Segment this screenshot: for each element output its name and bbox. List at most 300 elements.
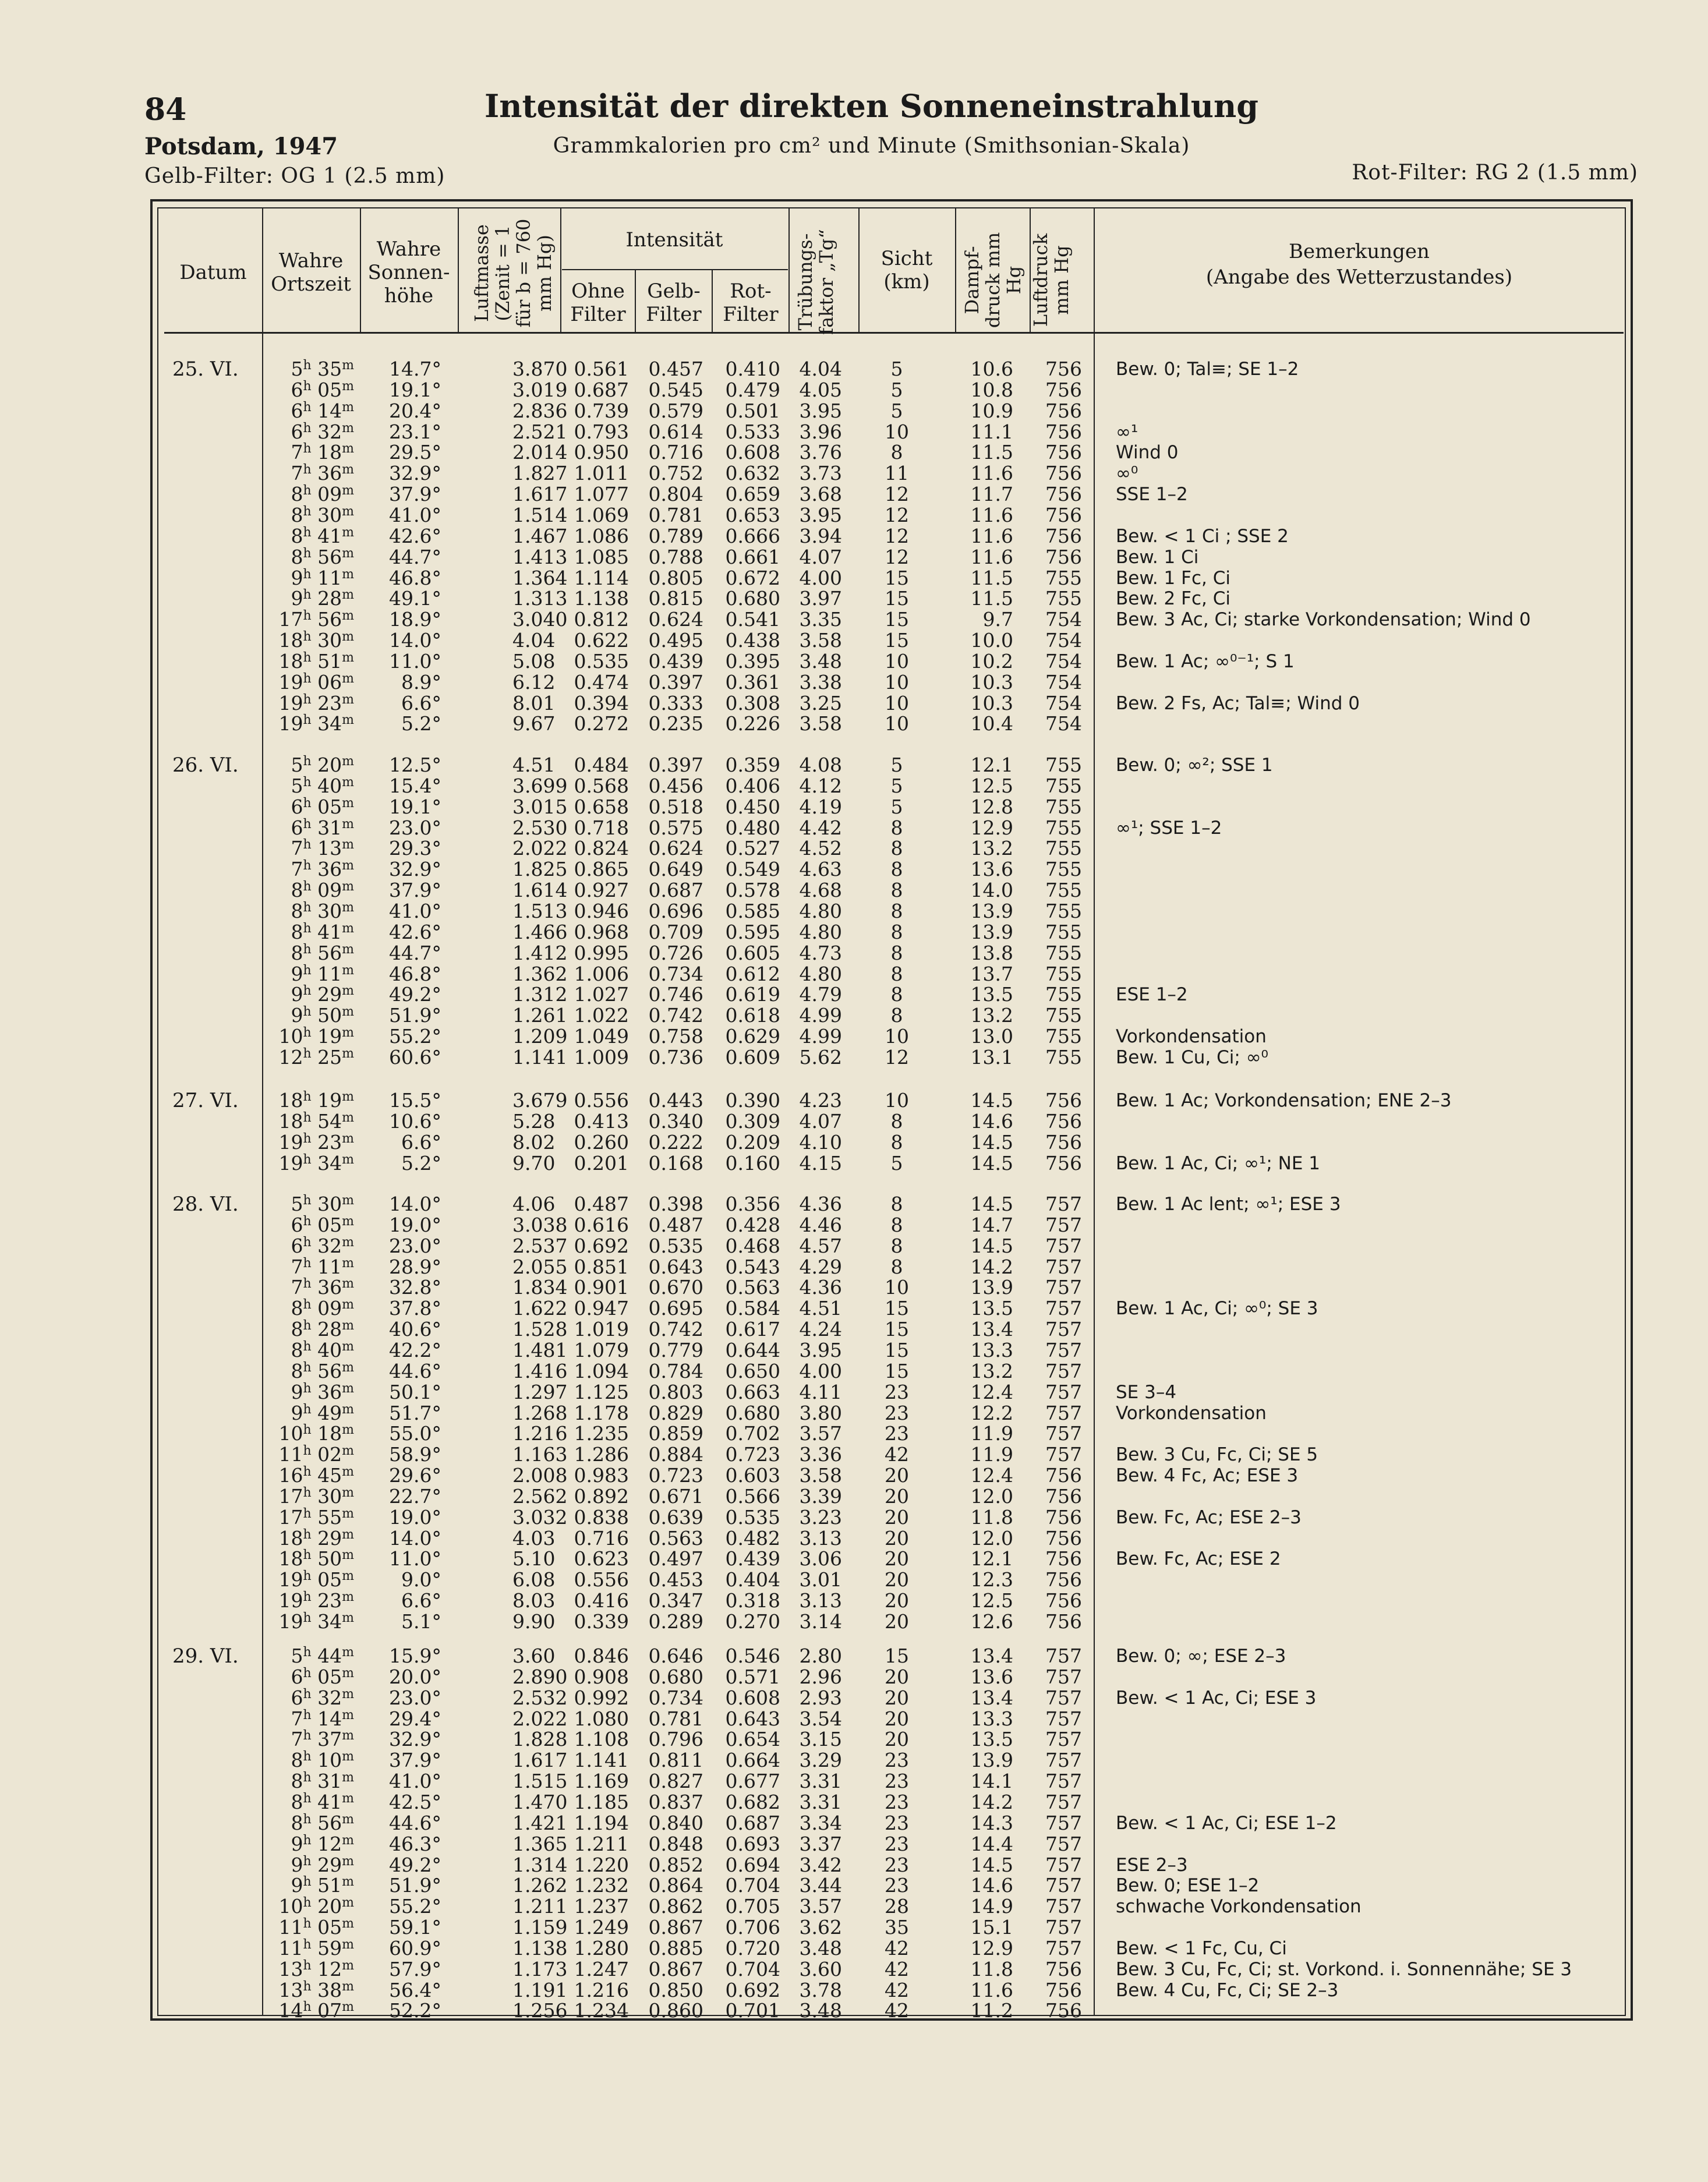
remark-text: ∞⁰ [1116,463,1138,484]
gelb-filter-value: 0.168 [648,1152,703,1175]
luftdruck-value: 756 [1045,483,1082,505]
ohne-filter-value: 1.069 [574,504,629,526]
dampfdruck-value: 13.4 [970,1686,1013,1709]
ohne-filter-value: 1.249 [574,1916,629,1939]
red-filter-spec: Rot-Filter: RG 2 (1.5 mm) [1352,161,1638,185]
luftdruck-value: 756 [1045,1979,1082,2001]
truebung-value: 3.60 [799,1958,842,1981]
rot-filter-value: 0.608 [725,1686,780,1709]
rot-filter-value: 0.480 [725,816,780,839]
luftdruck-value: 757 [1045,1728,1082,1750]
luftmasse-value: 1.297 [512,1381,568,1403]
ohne-filter-value: 0.692 [574,1235,629,1257]
luftmasse-value: 1.261 [512,1004,568,1027]
truebung-value: 3.58 [799,1464,842,1487]
truebung-value: 3.06 [799,1547,842,1570]
sun-elevation-value: 49.2° [389,983,441,1006]
col-header-rot-filter: Rot-Filter [723,280,779,326]
rot-filter-value: 0.666 [725,525,780,547]
truebung-value: 3.57 [799,1895,842,1918]
sicht-value: 5 [890,1152,903,1175]
sun-elevation-value: 28.9° [389,1256,441,1278]
gelb-filter-value: 0.811 [648,1749,703,1771]
dampfdruck-value: 14.4 [970,1833,1013,1855]
ohne-filter-value: 1.080 [574,1707,629,1730]
rot-filter-value: 0.450 [725,795,780,818]
dampfdruck-value: 13.8 [970,942,1013,964]
truebung-value: 2.93 [799,1686,842,1709]
remark-text: Bew. 0; ∞; ESE 2–3 [1116,1646,1286,1667]
truebung-value: 3.68 [799,483,842,505]
local-time-value: 18$^h$ 29$^m$ [278,1527,354,1550]
sun-elevation-value: 11.0° [389,1547,441,1570]
sun-elevation-value: 41.0° [389,900,441,922]
local-time-value: 8$^h$ 09$^m$ [291,1297,354,1320]
luftmasse-value: 2.022 [512,1707,568,1730]
luftmasse-value: 1.191 [512,1979,568,2001]
local-time-value: 7$^h$ 14$^m$ [291,1707,354,1730]
sun-elevation-value: 55.2° [389,1025,441,1048]
luftmasse-value: 1.514 [512,504,568,526]
truebung-value: 4.42 [799,816,842,839]
truebung-value: 3.01 [799,1568,842,1591]
luftdruck-value: 757 [1045,1235,1082,1257]
luftdruck-value: 756 [1045,1464,1082,1487]
dampfdruck-value: 14.6 [970,1110,1013,1133]
sun-elevation-value: 19.1° [389,379,441,401]
local-time-value: 11$^h$ 02$^m$ [278,1443,354,1466]
luftdruck-value: 756 [1045,1547,1082,1570]
remark-text: ∞¹ [1116,422,1138,443]
dampfdruck-value: 11.5 [970,587,1013,610]
sun-elevation-value: 44.7° [389,546,441,568]
remark-text: Wind 0 [1116,442,1179,463]
sicht-value: 8 [890,879,903,901]
ohne-filter-value: 0.739 [574,399,629,422]
sicht-value: 23 [885,1749,909,1771]
date-label: 26. VI. [172,754,239,777]
truebung-value: 3.62 [799,1916,842,1939]
sun-elevation-value: 29.6° [389,1464,441,1487]
truebung-value: 3.31 [799,1791,842,1813]
remark-text: Bew. 3 Cu, Fc, Ci; st. Vorkond. i. Sonnennähe; SE 3 [1116,1959,1572,1980]
luftmasse-value: 9.90 [512,1610,556,1633]
local-time-value: 19$^h$ 23$^m$ [278,692,354,715]
rot-filter-value: 0.701 [725,1999,780,2022]
rot-filter-value: 0.702 [725,1422,780,1445]
yellow-filter-spec: Gelb-Filter: OG 1 (2.5 mm) [144,164,445,188]
luftdruck-value: 757 [1045,1339,1082,1361]
luftmasse-value: 1.834 [512,1276,568,1299]
local-time-value: 6$^h$ 05$^m$ [291,1214,354,1236]
dampfdruck-value: 11.6 [970,462,1013,485]
dampfdruck-value: 13.5 [970,983,1013,1006]
luftmasse-value: 3.038 [512,1214,568,1236]
luftdruck-value: 757 [1045,1443,1082,1466]
ohne-filter-value: 1.247 [574,1958,629,1981]
dampfdruck-value: 12.5 [970,1589,1013,1612]
ohne-filter-value: 0.623 [574,1547,629,1570]
dampfdruck-label: Dampf-druck mm Hg [961,232,1025,328]
luftdruck-value: 756 [1045,546,1082,568]
luftdruck-value: 755 [1045,567,1082,589]
luftmasse-value: 1.256 [512,1999,568,2022]
sun-elevation-value: 41.0° [389,504,441,526]
dampfdruck-value: 12.9 [970,1937,1013,1960]
sicht-value: 23 [885,1402,909,1424]
remark-text: Bew. < 1 Ac, Ci; ESE 3 [1116,1688,1317,1709]
dampfdruck-value: 11.2 [970,1999,1013,2022]
truebung-value: 3.13 [799,1589,842,1612]
rot-filter-value: 0.482 [725,1527,780,1550]
luftmasse-value: 1.827 [512,462,568,485]
luftdruck-value: 757 [1045,1791,1082,1813]
gelb-filter-value: 0.340 [648,1110,703,1133]
ohne-filter-value: 1.027 [574,983,629,1006]
sicht-value: 10 [885,1089,909,1112]
luftdruck-value: 756 [1045,420,1082,443]
gelb-filter-value: 0.639 [648,1506,703,1529]
dampfdruck-value: 11.5 [970,441,1013,464]
luftmasse-value: 2.014 [512,441,568,464]
rot-filter-value: 0.209 [725,1131,780,1154]
luftdruck-value: 754 [1045,629,1082,652]
sicht-value: 10 [885,1025,909,1048]
ohne-filter-value: 0.413 [574,1110,629,1133]
ohne-filter-value: 0.812 [574,608,629,631]
remark-text: Bew. 1 Cu, Ci; ∞⁰ [1116,1047,1268,1068]
ohne-filter-value: 0.556 [574,1089,629,1112]
rot-filter-value: 0.653 [725,504,780,526]
luftmasse-value: 3.870 [512,358,568,380]
truebung-value: 3.48 [799,650,842,673]
luftdruck-value: 757 [1045,1665,1082,1688]
dampfdruck-value: 11.6 [970,525,1013,547]
luftdruck-value: 757 [1045,1854,1082,1876]
sicht-value: 42 [885,1999,909,2022]
gelb-filter-value: 0.803 [648,1381,703,1403]
local-time-value: 5$^h$ 30$^m$ [291,1193,354,1215]
dampfdruck-value: 14.5 [970,1235,1013,1257]
dampfdruck-value: 13.2 [970,1004,1013,1027]
dampfdruck-value: 14.2 [970,1791,1013,1813]
luftdruck-value: 757 [1045,1686,1082,1709]
rot-filter-value: 0.270 [725,1610,780,1633]
sicht-value: 8 [890,942,903,964]
local-time-value: 19$^h$ 34$^m$ [278,1610,354,1633]
rot-filter-value: 0.603 [725,1464,780,1487]
luftmasse-value: 1.421 [512,1812,568,1834]
sicht-value: 23 [885,1422,909,1445]
sicht-value: 8 [890,1131,903,1154]
local-time-value: 9$^h$ 11$^m$ [291,567,354,589]
truebung-value: 4.63 [799,858,842,880]
local-time-value: 9$^h$ 29$^m$ [291,983,354,1006]
ohne-filter-value: 1.077 [574,483,629,505]
local-time-value: 6$^h$ 05$^m$ [291,795,354,818]
sicht-value: 8 [890,921,903,943]
local-time-value: 5$^h$ 44$^m$ [291,1645,354,1667]
col-header-sicht: Sicht (km) [880,247,933,293]
gelb-filter-value: 0.827 [648,1770,703,1792]
dampfdruck-value: 12.8 [970,795,1013,818]
dampfdruck-value: 14.5 [970,1193,1013,1215]
gelb-filter-value: 0.671 [648,1485,703,1508]
luftmasse-value: 1.528 [512,1318,568,1341]
sun-elevation-value: 23.1° [389,420,441,443]
dampfdruck-value: 10.6 [970,358,1013,380]
gelb-filter-value: 0.456 [648,775,703,797]
rot-filter-value: 0.541 [725,608,780,631]
truebung-value: 3.34 [799,1812,842,1834]
local-time-value: 10$^h$ 20$^m$ [278,1895,354,1918]
rot-filter-value: 0.692 [725,1979,780,2001]
rot-filter-value: 0.632 [725,462,780,485]
local-time-value: 12$^h$ 25$^m$ [278,1046,354,1069]
gelb-filter-value: 0.837 [648,1791,703,1813]
truebung-value: 4.29 [799,1256,842,1278]
ohne-filter-value: 1.216 [574,1979,629,2001]
remark-text: Bew. 3 Ac, Ci; starke Vorkondensation; Wind 0 [1116,609,1531,630]
luftmasse-value: 1.513 [512,900,568,922]
luftmasse-value: 1.173 [512,1958,568,1981]
luftmasse-value: 5.28 [512,1110,556,1133]
sun-elevation-value: 19.0° [389,1214,441,1236]
sun-elevation-value: 56.4° [389,1979,441,2001]
sicht-value: 5 [890,358,903,380]
luftdruck-value: 754 [1045,712,1082,735]
sicht-value: 8 [890,1110,903,1133]
rot-filter-value: 0.704 [725,1958,780,1981]
dampfdruck-value: 13.9 [970,921,1013,943]
ohne-filter-value: 1.009 [574,1046,629,1069]
gelb-filter-value: 0.742 [648,1004,703,1027]
ohne-filter-value: 0.992 [574,1686,629,1709]
rot-filter-value: 0.706 [725,1916,780,1939]
sun-elevation-value: 60.6° [389,1046,441,1069]
ohne-filter-value: 0.658 [574,795,629,818]
luftmasse-value: 8.02 [512,1131,556,1154]
luftdruck-value: 756 [1045,399,1082,422]
rot-filter-value: 0.720 [725,1937,780,1960]
local-time-value: 19$^h$ 34$^m$ [278,1152,354,1175]
ohne-filter-value: 1.232 [574,1874,629,1897]
sicht-value: 8 [890,816,903,839]
rot-filter-value: 0.410 [725,358,780,380]
sicht-value: 8 [890,1193,903,1215]
luftmasse-value: 2.008 [512,1464,568,1487]
ohne-filter-value: 0.561 [574,358,629,380]
sicht-value: 12 [885,504,909,526]
local-time-value: 6$^h$ 32$^m$ [291,1235,354,1257]
dampfdruck-value: 10.4 [970,712,1013,735]
luftmasse-value: 3.019 [512,379,568,401]
sicht-value: 8 [890,1004,903,1027]
luftdruck-value: 755 [1045,587,1082,610]
rot-filter-value: 0.309 [725,1110,780,1133]
gelb-filter-value: 0.862 [648,1895,703,1918]
dampfdruck-value: 12.4 [970,1381,1013,1403]
ohne-filter-value: 1.237 [574,1895,629,1918]
ohne-filter-value: 0.838 [574,1506,629,1529]
sun-elevation-value: 14.0° [389,1527,441,1550]
ohne-filter-value: 0.535 [574,650,629,673]
local-time-value: 19$^h$ 23$^m$ [278,1589,354,1612]
local-time-value: 17$^h$ 56$^m$ [278,608,354,631]
local-time-value: 5$^h$ 40$^m$ [291,775,354,797]
truebung-value: 3.78 [799,1979,842,2001]
dampfdruck-value: 12.5 [970,775,1013,797]
luftdruck-value: 755 [1045,816,1082,839]
rot-filter-value: 0.619 [725,983,780,1006]
gelb-filter-value: 0.709 [648,921,703,943]
sun-elevation-value: 51.9° [389,1874,441,1897]
luftdruck-value: 755 [1045,921,1082,943]
luftmasse-value: 1.481 [512,1339,568,1361]
rot-filter-value: 0.356 [725,1193,780,1215]
rot-filter-value: 0.680 [725,1402,780,1424]
sun-elevation-value: 50.1° [389,1381,441,1403]
sun-elevation-value: 5.2° [401,1152,441,1175]
dampfdruck-value: 14.9 [970,1895,1013,1918]
truebung-value: 4.11 [799,1381,842,1403]
sun-elevation-value: 14.7° [389,358,441,380]
sicht-value: 42 [885,1443,909,1466]
dampfdruck-value: 10.3 [970,692,1013,715]
gelb-filter-value: 0.579 [648,399,703,422]
col-header-intensitaet: Intensität [625,228,723,252]
luftmasse-value: 1.159 [512,1916,568,1939]
sun-elevation-value: 32.8° [389,1276,441,1299]
remark-text: Bew. < 1 Ac, Ci; ESE 1–2 [1116,1813,1337,1834]
local-time-value: 18$^h$ 54$^m$ [278,1110,354,1133]
ohne-filter-value: 1.169 [574,1770,629,1792]
sicht-value: 20 [885,1527,909,1550]
truebung-value: 3.94 [799,525,842,547]
gelb-filter-value: 0.734 [648,963,703,985]
local-time-value: 13$^h$ 38$^m$ [278,1979,354,2001]
local-time-value: 7$^h$ 36$^m$ [291,1276,354,1299]
dampfdruck-value: 13.4 [970,1318,1013,1341]
sicht-value: 23 [885,1854,909,1876]
sun-elevation-value: 44.6° [389,1360,441,1382]
luftdruck-value: 755 [1045,1025,1082,1048]
rot-filter-value: 0.659 [725,483,780,505]
rot-filter-value: 0.439 [725,1547,780,1570]
luftdruck-value: 756 [1045,1131,1082,1154]
luftdruck-value: 757 [1045,1360,1082,1382]
dampfdruck-value: 14.5 [970,1089,1013,1112]
local-time-value: 8$^h$ 41$^m$ [291,921,354,943]
remark-text: Bew. 1 Ac; Vorkondensation; ENE 2–3 [1116,1090,1452,1111]
col-header-sonnenhoehe: Wahre Sonnen-höhe [367,238,450,307]
luftmasse-value: 5.08 [512,650,556,673]
luftdruck-value: 757 [1045,1812,1082,1834]
gelb-filter-value: 0.222 [648,1131,703,1154]
sicht-value: 15 [885,1339,909,1361]
dampfdruck-value: 11.6 [970,1979,1013,2001]
remark-text: Bew. 1 Ac, Ci; ∞⁰; SE 3 [1116,1298,1318,1319]
ohne-filter-value: 1.185 [574,1791,629,1813]
rot-filter-value: 0.527 [725,837,780,860]
rot-filter-value: 0.361 [725,671,780,694]
local-time-value: 8$^h$ 09$^m$ [291,879,354,901]
remark-text: Vorkondensation [1116,1403,1267,1424]
sun-elevation-value: 5.1° [401,1610,441,1633]
sicht-value: 8 [890,1214,903,1236]
gelb-filter-value: 0.781 [648,1707,703,1730]
ohne-filter-value: 0.487 [574,1193,629,1215]
ohne-filter-value: 1.178 [574,1402,629,1424]
luftdruck-value: 756 [1045,504,1082,526]
luftmasse-value: 1.614 [512,879,568,901]
gelb-filter-value: 0.860 [648,1999,703,2022]
sun-elevation-value: 19.0° [389,1506,441,1529]
luftmasse-value: 1.216 [512,1422,568,1445]
gelb-filter-value: 0.829 [648,1402,703,1424]
remark-text: Bew. 2 Fs, Ac; Tal≡; Wind 0 [1116,693,1360,714]
rot-filter-value: 0.705 [725,1895,780,1918]
remark-text: ∞¹; SSE 1–2 [1116,818,1222,839]
ohne-filter-value: 0.824 [574,837,629,860]
luftdruck-value: 755 [1045,837,1082,860]
luftdruck-value: 755 [1045,775,1082,797]
page-title: Intensität der direkten Sonneneinstrahlung [484,87,1258,125]
dampfdruck-value: 13.3 [970,1707,1013,1730]
local-time-value: 17$^h$ 30$^m$ [278,1485,354,1508]
truebung-value: 3.37 [799,1833,842,1855]
dampfdruck-value: 11.6 [970,504,1013,526]
local-time-value: 18$^h$ 50$^m$ [278,1547,354,1570]
luftdruck-value: 755 [1045,1004,1082,1027]
truebung-value: 4.52 [799,837,842,860]
luftdruck-value: 756 [1045,358,1082,380]
luftmasse-value: 2.532 [512,1686,568,1709]
sun-elevation-value: 42.6° [389,921,441,943]
ohne-filter-value: 0.394 [574,692,629,715]
ohne-filter-value: 0.983 [574,1464,629,1487]
date-label: 29. VI. [172,1645,239,1668]
truebung-value: 3.58 [799,629,842,652]
sicht-value: 12 [885,525,909,547]
ohne-filter-value: 0.995 [574,942,629,964]
rot-filter-value: 0.584 [725,1297,780,1320]
sicht-value: 10 [885,671,909,694]
local-time-value: 8$^h$ 09$^m$ [291,483,354,505]
luftdruck-value: 756 [1045,1089,1082,1112]
ohne-filter-value: 1.235 [574,1422,629,1445]
remark-text: SE 3–4 [1116,1382,1177,1403]
sicht-value: 20 [885,1547,909,1570]
sun-elevation-value: 37.9° [389,879,441,901]
rot-filter-value: 0.605 [725,942,780,964]
dampfdruck-value: 12.0 [970,1527,1013,1550]
luftmasse-value: 2.836 [512,399,568,422]
rot-filter-value: 0.612 [725,963,780,985]
remark-text: Bew. 0; ∞²; SSE 1 [1116,755,1273,776]
gelb-filter-value: 0.495 [648,629,703,652]
truebung-value: 4.36 [799,1193,842,1215]
truebung-label: Trübungs-faktor „Tg“ [794,229,837,335]
dampfdruck-value: 13.7 [970,963,1013,985]
gelb-filter-value: 0.789 [648,525,703,547]
luftmasse-value: 4.51 [512,754,556,776]
sicht-value: 23 [885,1812,909,1834]
truebung-value: 3.13 [799,1527,842,1550]
truebung-value: 2.96 [799,1665,842,1688]
gelb-filter-value: 0.784 [648,1360,703,1382]
truebung-value: 3.54 [799,1707,842,1730]
